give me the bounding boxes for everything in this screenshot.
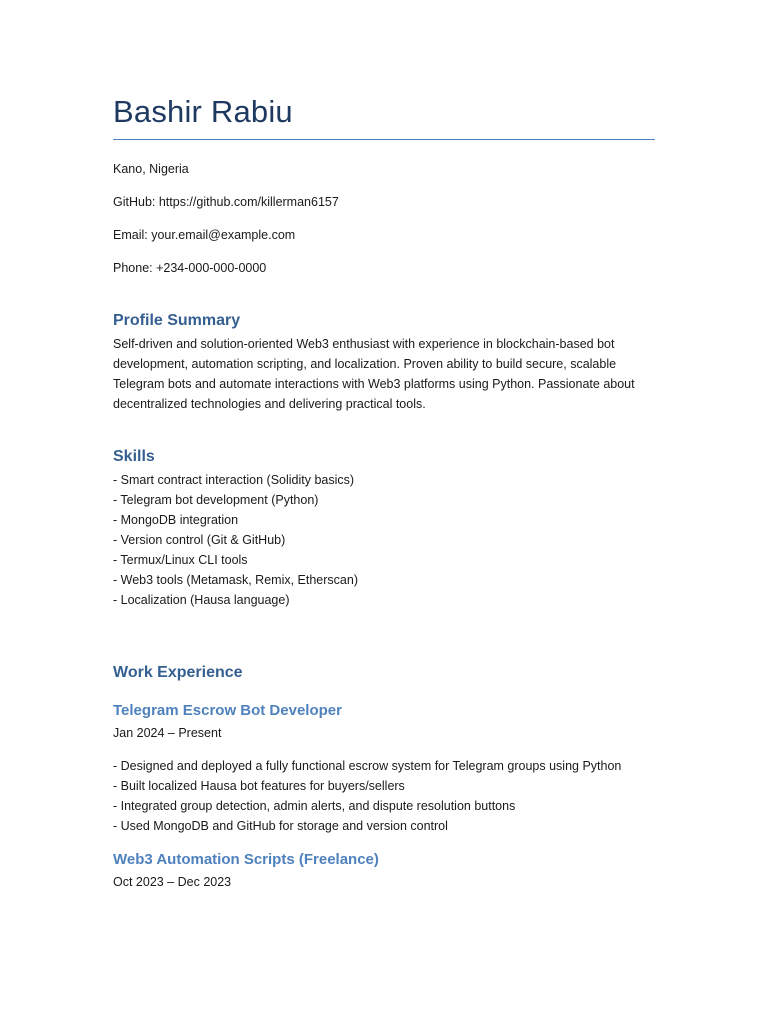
skill-item: - Web3 tools (Metamask, Remix, Etherscan) — [113, 573, 358, 587]
job-title: Telegram Escrow Bot Developer — [113, 702, 342, 719]
contact-email: Email: your.email@example.com — [113, 228, 296, 242]
contact-github: GitHub: https://github.com/killerman6157 — [113, 195, 339, 209]
skill-item: - Termux/Linux CLI tools — [113, 553, 248, 567]
header-divider — [113, 139, 655, 140]
skill-item: - MongoDB integration — [113, 513, 239, 527]
skill-item: - Version control (Git & GitHub) — [113, 533, 286, 547]
profile-line: development, automation scripting, and localization. Proven ability to build secure, scalable — [113, 357, 617, 371]
job-bullet: - Designed and deployed a fully functional escrow system for Telegram groups using Python — [113, 759, 622, 773]
job-title: Web3 Automation Scripts (Freelance) — [113, 851, 379, 868]
job-bullet: - Integrated group detection, admin alerts, and dispute resolution buttons — [113, 799, 516, 813]
profile-line: Telegram bots and automate interactions with Web3 platforms using Python. Passionate about — [113, 377, 635, 391]
job-dates: Oct 2023 – Dec 2023 — [113, 875, 232, 889]
skills-list — [113, 470, 358, 610]
contact-phone: Phone: +234-000-000-0000 — [113, 261, 267, 275]
job-bullet: - Built localized Hausa bot features for buyers/sellers — [113, 779, 405, 793]
skills-heading: Skills — [113, 448, 155, 465]
profile-summary-text — [113, 334, 655, 414]
skill-item: - Localization (Hausa language) — [113, 593, 290, 607]
work-experience-heading: Work Experience — [113, 664, 243, 681]
job-bullet: - Used MongoDB and GitHub for storage and version control — [113, 819, 448, 833]
job-bullets — [113, 756, 621, 836]
profile-summary-heading: Profile Summary — [113, 312, 241, 329]
profile-line: Self-driven and solution-oriented Web3 enthusiast with experience in blockchain-based bot — [113, 337, 615, 351]
skill-item: - Smart contract interaction (Solidity basics) — [113, 473, 355, 487]
profile-line: decentralized technologies and delivering practical tools. — [113, 397, 426, 411]
job-dates: Jan 2024 – Present — [113, 726, 222, 740]
contact-location: Kano, Nigeria — [113, 162, 189, 176]
skill-item: - Telegram bot development (Python) — [113, 493, 319, 507]
candidate-name: Bashir Rabiu — [113, 94, 293, 129]
